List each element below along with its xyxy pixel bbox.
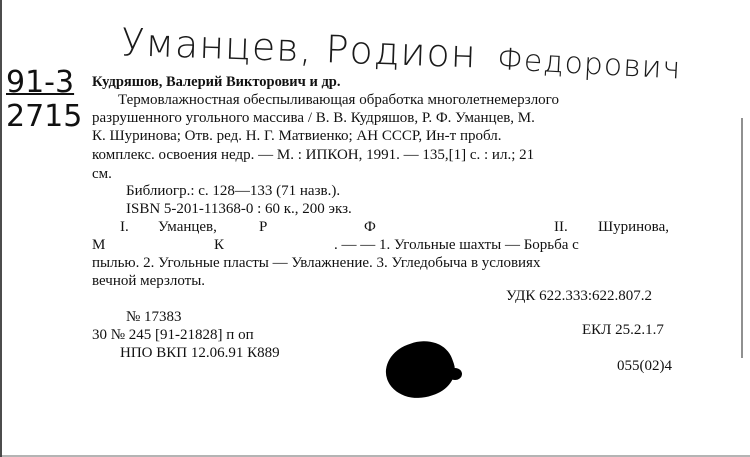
card-right-mark <box>741 118 743 358</box>
classification-code: 055(02)4 <box>617 358 672 374</box>
ink-blot-drop <box>448 368 462 380</box>
description-line-2: разрушенного угольного массива / В. В. Кудряшов, Р. Ф. Уманцев, М. <box>92 110 535 126</box>
tracing-initial-k: К <box>214 237 225 253</box>
tracing-initial-m: М <box>92 237 106 253</box>
bibliography-note: Библиогр.: с. 128—133 (71 назв.). <box>126 183 341 199</box>
description-line-3: К. Шуринова; Отв. ред. Н. Г. Матвиенко; АН СССР, Ин-т пробл. <box>92 128 502 144</box>
tracing-roman-2: II. <box>554 219 568 235</box>
description-line-1: Термовлажностная обеспыливающая обработка многолетнемерзлого <box>118 92 559 108</box>
tracing-subject-1: . — — 1. Угольные шахты — Борьба с <box>334 237 579 253</box>
shelfmark-top: 91-3 <box>6 65 75 100</box>
handwritten-author-name: Уманцев, Родион <box>120 20 478 77</box>
tracing-author-2: Шуринова, <box>598 219 669 235</box>
tracing-initial-r: Р <box>259 219 268 235</box>
tracing-subject-3: вечной мерзлоты. <box>92 273 206 289</box>
tracing-initial-f: Ф <box>364 219 376 235</box>
tracing-subject-2: пылью. 2. Угольные пласты — Увлажнение. 3. Угледобыча в условиях <box>92 255 541 271</box>
shelfmark <box>6 66 82 134</box>
ekl-code: ЕКЛ 25.2.1.7 <box>582 322 664 338</box>
printer-line: НПО ВКП 12.06.91 К889 <box>120 345 280 361</box>
description-line-5: см. <box>92 166 112 182</box>
tracing-roman-1: I. <box>120 219 129 235</box>
tracing-author-1: Уманцев, <box>158 219 217 235</box>
description-line-4: комплекс. освоения недр. — М. : ИПКОН, 1991. — 135,[1] с. : ил.; 21 <box>92 147 535 163</box>
card-left-edge <box>0 0 2 457</box>
shelfmark-bottom: 2715 <box>6 99 83 134</box>
registration-number: 30 № 245 [91-21828] п оп <box>92 327 254 343</box>
card-number: № 17383 <box>126 309 182 325</box>
card-heading-author: Кудряшов, Валерий Викторович и др. <box>92 74 341 90</box>
handwritten-author-patronymic: Федорович <box>496 42 683 87</box>
udk-number: УДК 622.333:622.807.2 <box>506 288 653 304</box>
isbn-line: ISBN 5-201-11368-0 : 60 к., 200 экз. <box>126 201 352 217</box>
